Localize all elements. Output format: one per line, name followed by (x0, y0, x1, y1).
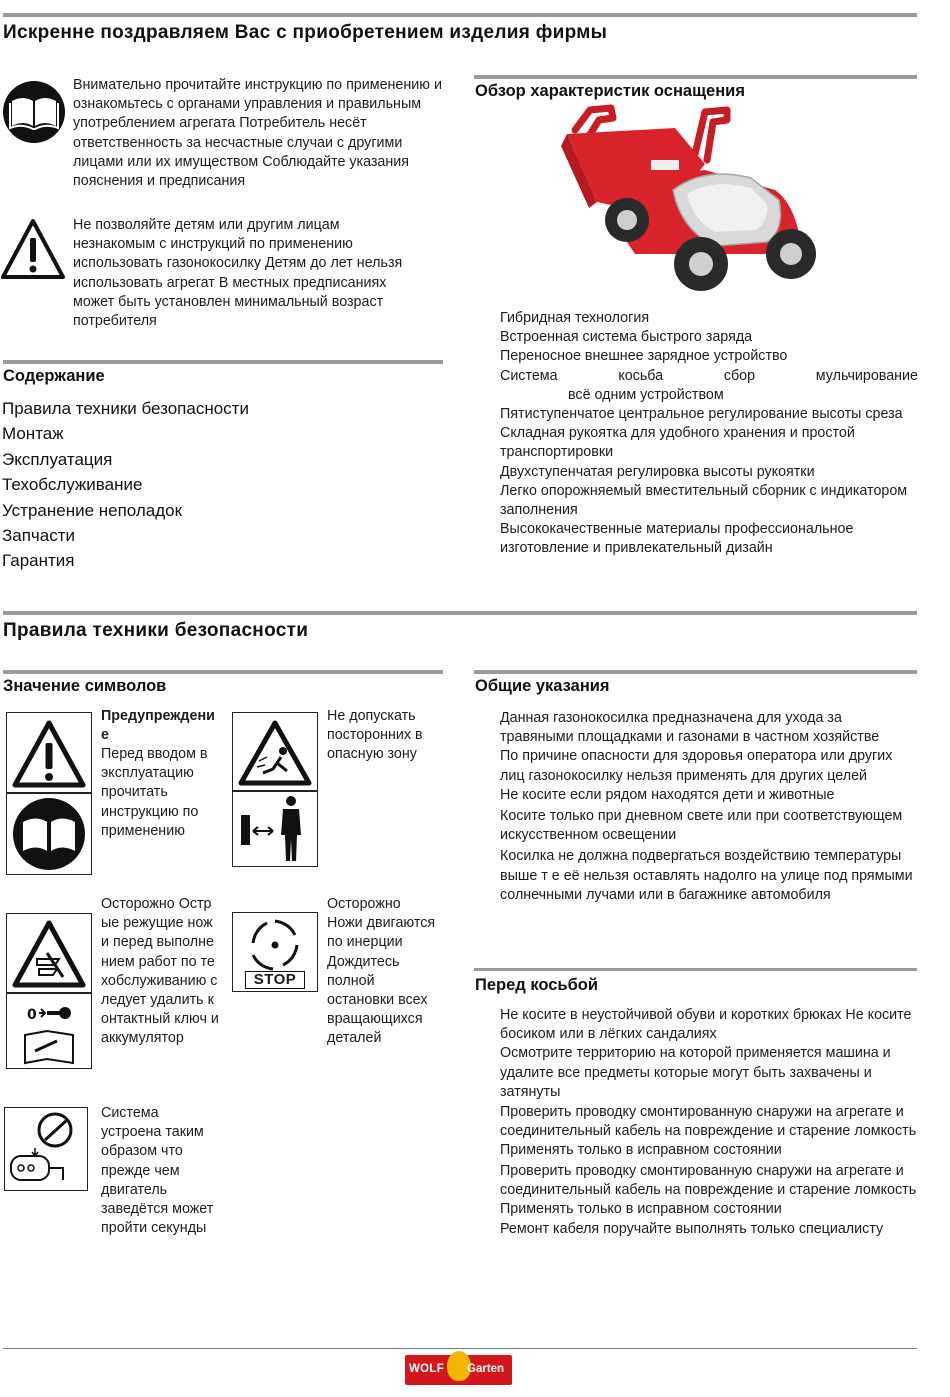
before-item: Ремонт кабеля поручайте выполнять только специалисту (500, 1221, 884, 1238)
general-item: Косите только при дневном свете или при соответствующем искусственном освещении (500, 808, 903, 844)
blades-inertia-text: Осторожно Ножи двигаются по инерции Дождитесь полной остановки всех вращающихся деталей (327, 896, 436, 1047)
blades-inertia-symbol (232, 912, 318, 992)
before-heading: Перед косьбой (475, 976, 598, 994)
start-delay-text: Система устроена таким образом что прежде чем двигатель заведётся может пройти секунды (101, 1105, 214, 1237)
general-item: Данная газонокосилка предназначена для ухода за травяными площадками и газонами в частном хозяйстве (500, 710, 880, 746)
wolf-garten-logo (405, 1355, 512, 1385)
before-item: Проверить проводку смонтированную снаружи на агрегате и соединительный кабель на повреждение и старение ломкость Применять только в исправном состоянии (500, 1162, 917, 1218)
warning-read-manual-symbol (6, 712, 92, 875)
book-icon (2, 80, 66, 144)
person-distance-icon (233, 793, 317, 865)
thrown-objects-icon (233, 717, 317, 789)
general-list (500, 709, 918, 905)
feature-item: Переносное внешнее зарядное устройство (500, 348, 788, 365)
start-delay-icon (5, 1108, 87, 1190)
warning-symbol-title: Предупреждение (101, 708, 215, 744)
contents-rule (3, 360, 443, 364)
footer-rule (3, 1348, 917, 1349)
keep-away-text: Не допускать посторонних в опасную зону (327, 708, 423, 763)
feature-item: Встроенная система быстрого заряда (500, 329, 753, 346)
key-and-manual-icon (7, 995, 91, 1067)
general-item: Косилка не должна подвергаться воздействию температуры выше т е её нельзя оставлять надолго на улице под прямыми солнечными лучами или в багажнике автомобиля (500, 848, 913, 903)
contents-heading: Содержание (3, 367, 105, 385)
blade-warning-icon (7, 917, 91, 991)
safety-rule (3, 611, 917, 615)
features-rule (474, 75, 917, 79)
page-title: Искренне поздравляем Вас с приобретением изделия фирмы (3, 22, 608, 43)
contents-item[interactable]: Эксплуатация (2, 449, 113, 469)
logo-garten: Garten (467, 1363, 505, 1375)
before-item: Проверить проводку смонтированную снаружи на агрегате и соединительный кабель на повреждение и старение ломкость Применять только в исправном состоянии (500, 1104, 917, 1159)
contents-list (2, 396, 249, 574)
stop-label: STOP (245, 971, 305, 989)
contents-item[interactable]: Техобслуживание (2, 475, 143, 495)
feature-item: Высококачественные материалы профессиональное изготовление и привлекательный дизайн (500, 521, 854, 557)
feature-item: Пятиступенчатое центральное регулирование высоты среза (500, 406, 903, 423)
feature-item: Двухступенчатая регулировка высоты рукоятки (500, 463, 815, 480)
features-heading: Обзор характеристик оснащения (475, 82, 745, 100)
contents-item[interactable]: Запчасти (2, 526, 76, 546)
before-item: Не косите в неустойчивой обуви и коротких брюках Не косите босиком или в лёгких сандалиях (500, 1007, 912, 1043)
warning-icon (1, 218, 65, 280)
book-icon (7, 796, 91, 872)
read-manual-text: Внимательно прочитайте инструкцию по применению и ознакомьтесь с органами управления и правильным употреблением агрегата Потребитель несёт ответственность за несчастные случаи с другими лицами или их имуществом Соблюдайте указания пояснения и предписания (73, 77, 442, 190)
start-delay-symbol (4, 1107, 88, 1191)
feature-item: Гибридная технология (500, 310, 650, 326)
children-warning-text: Не позволяйте детям или другим лицам незнакомым с инструкций по применению использовать газонокосилку Детям до лет нельзя использовать агрегат В местных предписаниях может быть установлен минимальный возраст потребителя (73, 217, 403, 330)
feature-system-row: Система косьба сбор мульчирование (500, 367, 918, 384)
general-item: Не косите если рядом находятся дети и животные (500, 786, 835, 803)
general-heading: Общие указания (475, 677, 610, 695)
contents-item[interactable]: Монтаж (2, 424, 64, 444)
svg-text:0: 0 (27, 1007, 37, 1023)
logo-wolf: WOLF (409, 1363, 445, 1375)
sharp-blades-symbol (6, 913, 92, 1069)
warning-icon (7, 717, 91, 791)
symbols-rule (3, 670, 443, 674)
top-rule (3, 13, 917, 17)
lawnmower-image (555, 104, 820, 302)
safety-heading: Правила техники безопасности (3, 620, 309, 641)
symbols-heading: Значение символов (3, 677, 167, 695)
general-rule (474, 670, 917, 674)
general-item: По причине опасности для здоровья оператора или других лиц газонокосилку нельзя применять для других целей (500, 748, 893, 784)
contents-item[interactable]: Правила техники безопасности (2, 399, 249, 418)
feature-system-tail: всё одним устройством (568, 386, 724, 403)
keep-away-symbol (232, 712, 318, 867)
before-list (500, 1006, 918, 1239)
before-rule (474, 968, 917, 971)
sharp-blades-text: Осторожно Острые режущие ножи перед выполнением работ по техобслуживанию следует удалить контактный ключ и аккумулятор (101, 896, 219, 1047)
rotating-blades-icon (233, 915, 317, 973)
contents-item[interactable]: Гарантия (2, 551, 75, 571)
feature-item: Складная рукоятка для удобного хранения и простой транспортировки (500, 425, 855, 461)
before-item: Осмотрите территорию на которой применяется машина и удалите все предметы которые могут быть захвачены и затянуты (500, 1045, 891, 1100)
features-list (500, 309, 918, 559)
warning-symbol-text: Перед вводом в эксплуатацию прочитать инструкцию по применению (101, 746, 208, 839)
contents-item[interactable]: Устранение неполадок (2, 500, 183, 520)
feature-item: Легко опорожняемый вместительный сборник с индикатором заполнения (500, 482, 908, 519)
